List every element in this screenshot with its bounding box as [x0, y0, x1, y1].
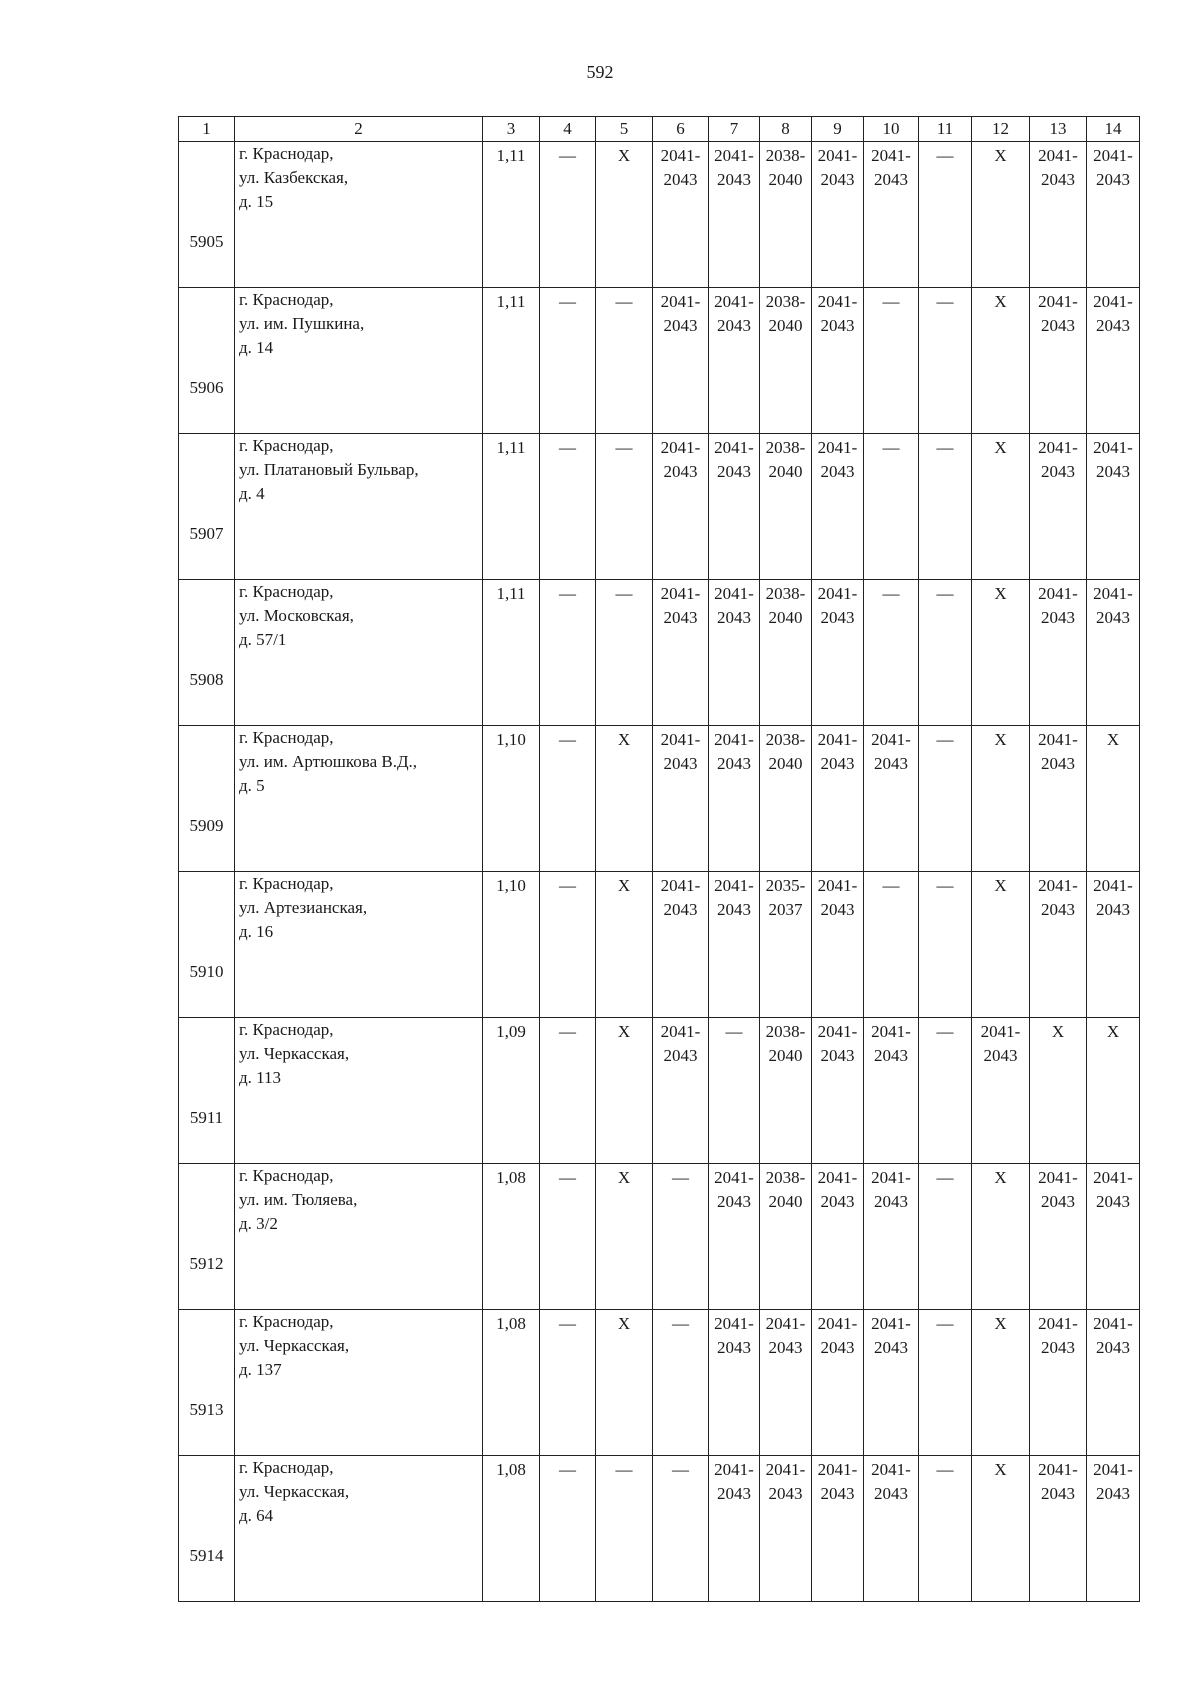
column-header: 13 [1030, 117, 1087, 142]
address-line: г. Краснодар, [239, 436, 334, 455]
value-cell: 2041- 2043 [1030, 434, 1087, 580]
value-cell: 2041- 2043 [709, 1456, 760, 1602]
value-cell: 1,11 [483, 434, 540, 580]
value-cell: X [972, 434, 1030, 580]
address-line: ул. Московская, [239, 606, 354, 625]
value-cell: X [972, 288, 1030, 434]
value-cell: X [596, 726, 653, 872]
header-row [179, 117, 1140, 142]
address-cell [235, 288, 483, 434]
value-cell: 2041- 2043 [709, 1164, 760, 1310]
value-cell: 2041- 2043 [1087, 434, 1140, 580]
address-cell [235, 1456, 483, 1602]
value-cell: 2041- 2043 [760, 1310, 812, 1456]
address-line: д. 14 [239, 338, 274, 357]
value-cell: — [540, 142, 596, 288]
value-cell: 2041- 2043 [709, 726, 760, 872]
value-cell: 2041- 2043 [812, 142, 864, 288]
value-cell: — [919, 580, 972, 726]
value-cell: 2041- 2043 [812, 434, 864, 580]
column-header: 10 [864, 117, 919, 142]
table-row [179, 288, 1140, 434]
value-cell: X [972, 1164, 1030, 1310]
address-cell [235, 726, 483, 872]
row-number [179, 434, 235, 580]
table-row [179, 1164, 1140, 1310]
value-cell: X [972, 726, 1030, 872]
row-number [179, 1456, 235, 1602]
value-cell: — [919, 1164, 972, 1310]
value-cell: 2041- 2043 [864, 1164, 919, 1310]
address-line: д. 5 [239, 776, 265, 795]
value-cell: 2041- 2043 [972, 1018, 1030, 1164]
table-row [179, 434, 1140, 580]
value-cell: 2041- 2043 [812, 1456, 864, 1602]
value-cell: 2041- 2043 [812, 1310, 864, 1456]
value-cell: — [540, 1310, 596, 1456]
value-cell: — [540, 872, 596, 1018]
row-number [179, 580, 235, 726]
value-cell: 2041- 2043 [653, 434, 709, 580]
value-cell: 1,10 [483, 872, 540, 1018]
value-cell: 1,11 [483, 288, 540, 434]
value-cell: 2041- 2043 [812, 1018, 864, 1164]
value-cell: — [596, 580, 653, 726]
address-line: д. 137 [239, 1360, 282, 1379]
value-cell: 2041- 2043 [653, 288, 709, 434]
table-row [179, 580, 1140, 726]
row-number [179, 1164, 235, 1310]
value-cell: 2041- 2043 [864, 142, 919, 288]
table-row [179, 872, 1140, 1018]
value-cell: — [540, 1456, 596, 1602]
column-header: 7 [709, 117, 760, 142]
row-number [179, 142, 235, 288]
value-cell: 2041- 2043 [1087, 288, 1140, 434]
value-cell: 2041- 2043 [653, 872, 709, 1018]
address-cell [235, 1018, 483, 1164]
value-cell: — [919, 726, 972, 872]
value-cell: 2038- 2040 [760, 434, 812, 580]
value-cell: 2041- 2043 [1087, 1456, 1140, 1602]
address-line: г. Краснодар, [239, 290, 334, 309]
address-cell [235, 434, 483, 580]
value-cell: — [653, 1164, 709, 1310]
column-header: 3 [483, 117, 540, 142]
value-cell: — [540, 288, 596, 434]
address-cell [235, 1310, 483, 1456]
value-cell: — [919, 1018, 972, 1164]
value-cell: — [540, 726, 596, 872]
value-cell: 2041- 2043 [653, 726, 709, 872]
value-cell: 2041- 2043 [1087, 872, 1140, 1018]
value-cell: 2038- 2040 [760, 1018, 812, 1164]
value-cell: 2041- 2043 [864, 726, 919, 872]
value-cell: 2041- 2043 [653, 142, 709, 288]
address-cell [235, 1164, 483, 1310]
address-line: г. Краснодар, [239, 144, 334, 163]
value-cell: — [653, 1310, 709, 1456]
address-line: г. Краснодар, [239, 728, 334, 747]
value-cell: 2041- 2043 [812, 872, 864, 1018]
table-row [179, 726, 1140, 872]
value-cell: X [972, 872, 1030, 1018]
row-number-text: 5907 [189, 523, 224, 543]
address-line: д. 113 [239, 1068, 282, 1087]
value-cell: 1,09 [483, 1018, 540, 1164]
value-cell: — [709, 1018, 760, 1164]
address-line: ул. Черкасская, [239, 1336, 350, 1355]
value-cell: — [540, 1164, 596, 1310]
value-cell: — [919, 1310, 972, 1456]
address-line: ул. Платановый Бульвар, [239, 460, 419, 479]
address-line: ул. Черкасская, [239, 1044, 350, 1063]
value-cell: X [972, 142, 1030, 288]
value-cell: — [540, 434, 596, 580]
value-cell: 2041- 2043 [812, 580, 864, 726]
address-line: г. Краснодар, [239, 874, 334, 893]
value-cell: 2041- 2043 [864, 1018, 919, 1164]
value-cell: 2038- 2040 [760, 580, 812, 726]
row-number [179, 1018, 235, 1164]
table-row [179, 142, 1140, 288]
value-cell: X [972, 1456, 1030, 1602]
value-cell: 2041- 2043 [812, 288, 864, 434]
value-cell: 2041- 2043 [1030, 1164, 1087, 1310]
data-table [178, 116, 1140, 1602]
table-header [179, 117, 1140, 142]
table-body [179, 142, 1140, 1602]
value-cell: 2041- 2043 [1030, 872, 1087, 1018]
value-cell: 2041- 2043 [653, 580, 709, 726]
row-number-text: 5912 [189, 1253, 224, 1273]
value-cell: X [596, 1164, 653, 1310]
row-number [179, 288, 235, 434]
address-line: г. Краснодар, [239, 1020, 334, 1039]
value-cell: — [864, 580, 919, 726]
value-cell: X [596, 142, 653, 288]
row-number-text: 5906 [189, 377, 224, 397]
row-number-text: 5914 [189, 1545, 224, 1565]
value-cell: 2041- 2043 [812, 726, 864, 872]
value-cell: 2041- 2043 [709, 434, 760, 580]
column-header: 5 [596, 117, 653, 142]
value-cell: 2038- 2040 [760, 1164, 812, 1310]
value-cell: X [1087, 1018, 1140, 1164]
value-cell: 2041- 2043 [709, 288, 760, 434]
value-cell: 2041- 2043 [709, 872, 760, 1018]
value-cell: — [540, 1018, 596, 1164]
value-cell: — [540, 580, 596, 726]
value-cell: 1,11 [483, 142, 540, 288]
value-cell: X [1030, 1018, 1087, 1164]
address-line: д. 57/1 [239, 630, 287, 649]
value-cell: 2041- 2043 [864, 1456, 919, 1602]
row-number-text: 5911 [189, 1107, 224, 1127]
column-header: 14 [1087, 117, 1140, 142]
value-cell: 1,10 [483, 726, 540, 872]
value-cell: 2041- 2043 [1087, 1310, 1140, 1456]
row-number [179, 1310, 235, 1456]
address-line: ул. Черкасская, [239, 1482, 350, 1501]
value-cell: — [919, 142, 972, 288]
value-cell: — [596, 1456, 653, 1602]
column-header: 2 [235, 117, 483, 142]
value-cell: 2038- 2040 [760, 726, 812, 872]
value-cell: X [972, 1310, 1030, 1456]
address-line: д. 3/2 [239, 1214, 278, 1233]
column-header: 9 [812, 117, 864, 142]
value-cell: 2035- 2037 [760, 872, 812, 1018]
value-cell: 2041- 2043 [1030, 726, 1087, 872]
column-header: 11 [919, 117, 972, 142]
value-cell: 2041- 2043 [1087, 580, 1140, 726]
row-number-text: 5913 [189, 1399, 224, 1419]
value-cell: 2041- 2043 [709, 142, 760, 288]
address-line: д. 16 [239, 922, 274, 941]
value-cell: — [919, 434, 972, 580]
row-number-text: 5908 [189, 669, 224, 689]
column-header: 12 [972, 117, 1030, 142]
value-cell: — [919, 872, 972, 1018]
value-cell: 2041- 2043 [1030, 288, 1087, 434]
value-cell: 2041- 2043 [653, 1018, 709, 1164]
table-row [179, 1310, 1140, 1456]
value-cell: X [596, 872, 653, 1018]
row-number-text: 5905 [189, 231, 224, 251]
address-cell [235, 580, 483, 726]
address-line: ул. им. Артюшкова В.Д., [239, 752, 418, 771]
value-cell: 2041- 2043 [709, 580, 760, 726]
value-cell: — [653, 1456, 709, 1602]
value-cell: — [596, 434, 653, 580]
value-cell: — [864, 872, 919, 1018]
value-cell: 2038- 2040 [760, 288, 812, 434]
address-cell [235, 142, 483, 288]
value-cell: X [1087, 726, 1140, 872]
table-row [179, 1456, 1140, 1602]
address-line: ул. им. Пушкина, [239, 314, 365, 333]
row-number-text: 5909 [189, 815, 224, 835]
value-cell: 2041- 2043 [1087, 1164, 1140, 1310]
address-line: д. 64 [239, 1506, 274, 1525]
value-cell: 1,11 [483, 580, 540, 726]
value-cell: 2041- 2043 [1030, 580, 1087, 726]
column-header: 6 [653, 117, 709, 142]
value-cell: — [864, 288, 919, 434]
value-cell: 1,08 [483, 1164, 540, 1310]
row-number [179, 872, 235, 1018]
value-cell: 2041- 2043 [760, 1456, 812, 1602]
column-header: 4 [540, 117, 596, 142]
value-cell: X [972, 580, 1030, 726]
value-cell: 2041- 2043 [812, 1164, 864, 1310]
value-cell: 2038- 2040 [760, 142, 812, 288]
value-cell: 2041- 2043 [709, 1310, 760, 1456]
value-cell: 2041- 2043 [1030, 1310, 1087, 1456]
address-cell [235, 872, 483, 1018]
address-line: г. Краснодар, [239, 1458, 334, 1477]
column-header: 1 [179, 117, 235, 142]
value-cell: — [919, 1456, 972, 1602]
address-line: д. 4 [239, 484, 265, 503]
address-line: г. Краснодар, [239, 1312, 334, 1331]
value-cell: 1,08 [483, 1310, 540, 1456]
value-cell: X [596, 1310, 653, 1456]
value-cell: — [919, 288, 972, 434]
value-cell: — [596, 288, 653, 434]
column-header: 8 [760, 117, 812, 142]
address-line: г. Краснодар, [239, 582, 334, 601]
address-line: д. 15 [239, 192, 274, 211]
address-line: ул. Казбекская, [239, 168, 349, 187]
value-cell: 1,08 [483, 1456, 540, 1602]
address-line: ул. им. Тюляева, [239, 1190, 358, 1209]
value-cell: — [864, 434, 919, 580]
row-number-text: 5910 [189, 961, 224, 981]
value-cell: X [596, 1018, 653, 1164]
value-cell: 2041- 2043 [1030, 1456, 1087, 1602]
value-cell: 2041- 2043 [1030, 142, 1087, 288]
address-line: ул. Артезианская, [239, 898, 368, 917]
table-row [179, 1018, 1140, 1164]
page-number: 592 [586, 62, 614, 82]
address-line: г. Краснодар, [239, 1166, 334, 1185]
row-number [179, 726, 235, 872]
value-cell: 2041- 2043 [864, 1310, 919, 1456]
value-cell: 2041- 2043 [1087, 142, 1140, 288]
